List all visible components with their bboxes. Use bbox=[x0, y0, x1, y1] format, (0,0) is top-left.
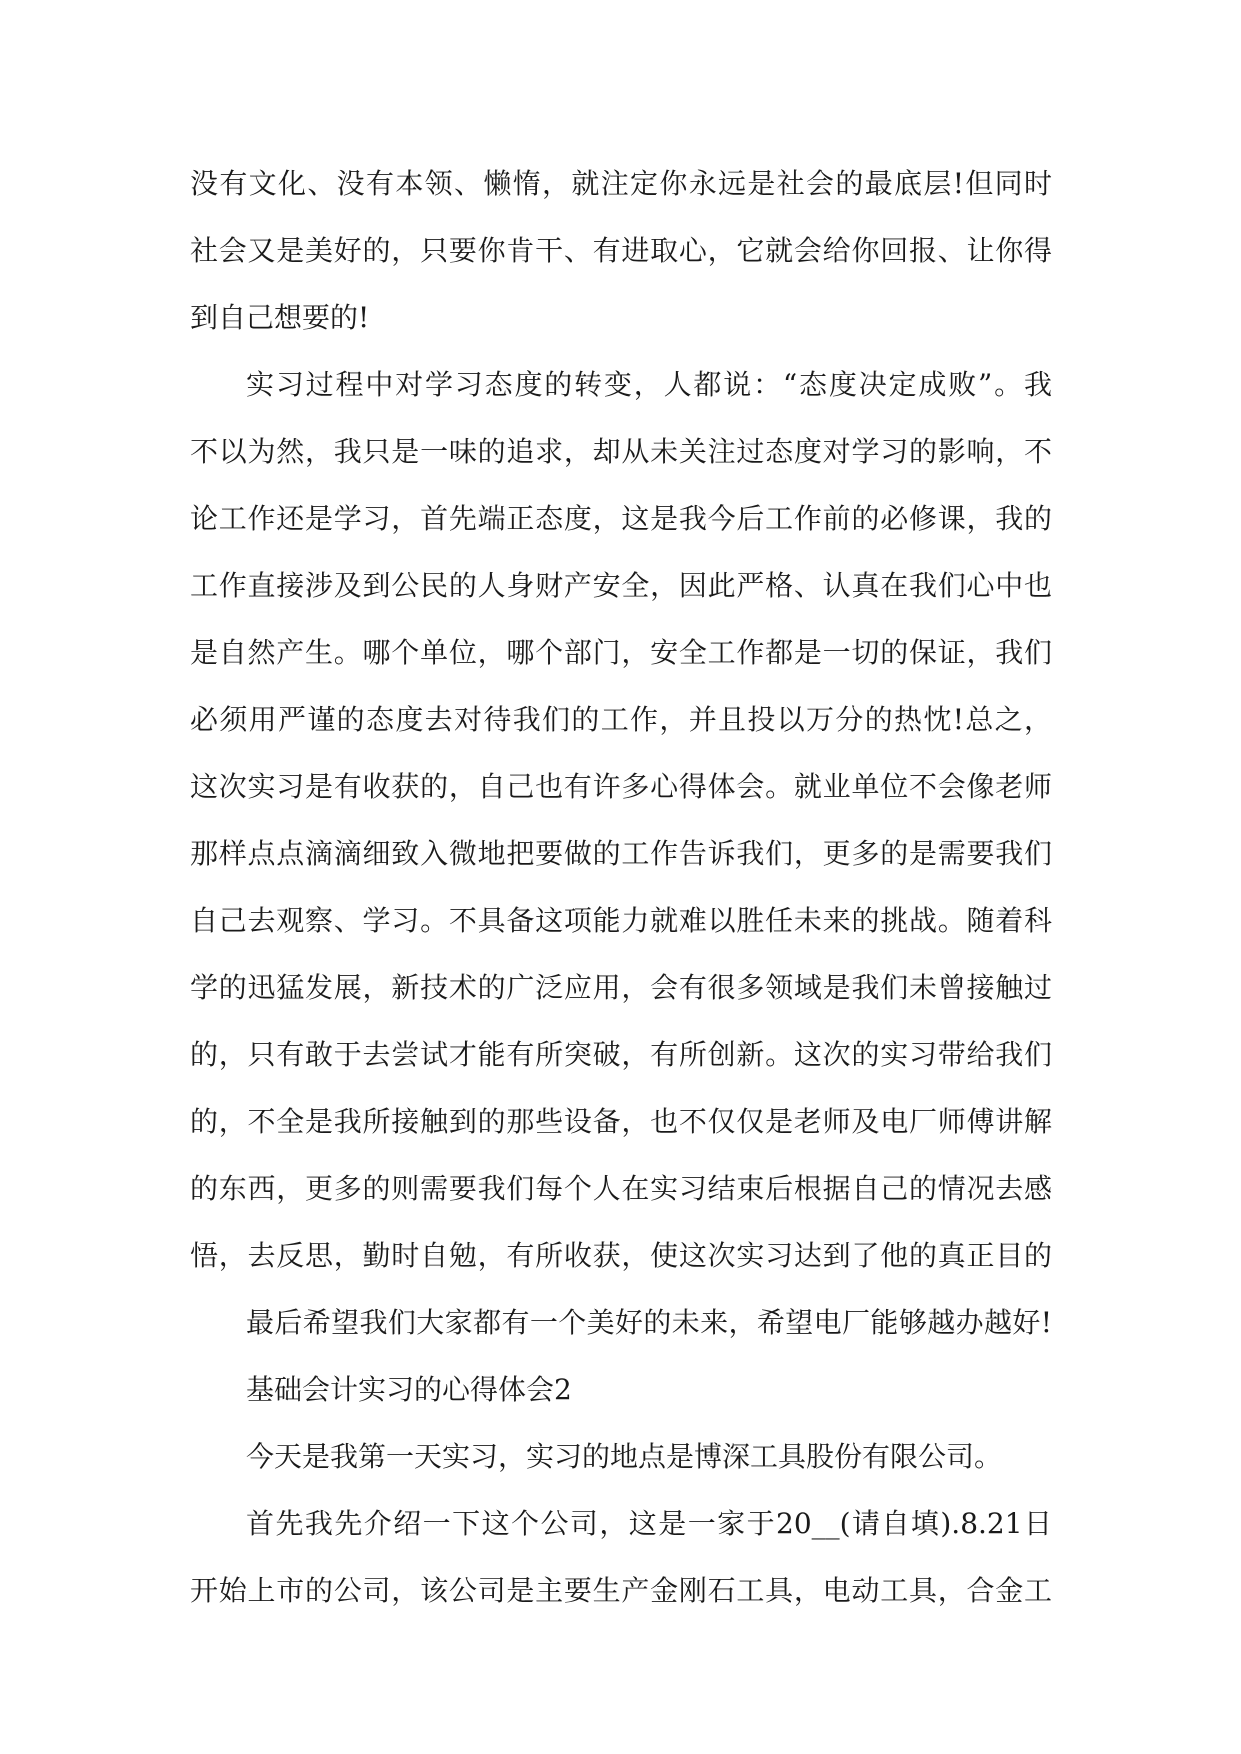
text-line: 自己去观察、学习。不具备这项能力就难以胜任未来的挑战。随着科 bbox=[190, 904, 1052, 937]
text-line: 工作直接涉及到公民的人身财产安全，因此严格、认真在我们心中也 bbox=[190, 569, 1052, 602]
text-line: 论工作还是学习，首先端正态度，这是我今后工作前的必修课，我的 bbox=[190, 502, 1052, 535]
text-line: 到自己想要的! bbox=[190, 301, 370, 334]
text-line: 不以为然，我只是一味的追求，却从未关注过态度对学习的影响，不 bbox=[190, 435, 1052, 468]
text-line: 是自然产生。哪个单位，哪个部门，安全工作都是一切的保证，我们 bbox=[190, 636, 1052, 669]
text-line: 学的迅猛发展，新技术的广泛应用，会有很多领域是我们未曾接触过 bbox=[190, 971, 1052, 1004]
text-line: 悟，去反思，勤时自勉，有所收获，使这次实习达到了他的真正目的 bbox=[190, 1239, 1052, 1272]
text-line: 社会又是美好的，只要你肯干、有进取心，它就会给你回报、让你得 bbox=[190, 234, 1052, 267]
text-line: 最后希望我们大家都有一个美好的未来，希望电厂能够越办越好! bbox=[246, 1306, 1052, 1339]
text-line: 的东西，更多的则需要我们每个人在实习结束后根据自己的情况去感 bbox=[190, 1172, 1052, 1205]
document-body bbox=[190, 150, 1052, 1624]
text-line: 的，不全是我所接触到的那些设备，也不仅仅是老师及电厂师傅讲解 bbox=[190, 1105, 1052, 1138]
text-line: 这次实习是有收获的，自己也有许多心得体会。就业单位不会像老师 bbox=[190, 770, 1052, 803]
text-line: 的，只有敢于去尝试才能有所突破，有所创新。这次的实习带给我们 bbox=[190, 1038, 1052, 1071]
text-line: 首先我先介绍一下这个公司，这是一家于20__(请自填).8.21日 bbox=[246, 1507, 1052, 1540]
text-line: 实习过程中对学习态度的转变，人都说：“态度决定成败”。我 bbox=[246, 368, 1052, 401]
text-line: 今天是我第一天实习，实习的地点是博深工具股份有限公司。 bbox=[246, 1440, 1003, 1473]
text-line: 那样点点滴滴细致入微地把要做的工作告诉我们，更多的是需要我们 bbox=[190, 837, 1052, 870]
text-line: 没有文化、没有本领、懒惰，就注定你永远是社会的最底层!但同时 bbox=[190, 167, 1052, 200]
text-line: 必须用严谨的态度去对待我们的工作，并且投以万分的热忱!总之， bbox=[190, 703, 1052, 736]
text-line: 基础会计实习的心得体会2 bbox=[246, 1373, 572, 1406]
text-line: 开始上市的公司，该公司是主要生产金刚石工具，电动工具，合金工 bbox=[190, 1574, 1052, 1607]
